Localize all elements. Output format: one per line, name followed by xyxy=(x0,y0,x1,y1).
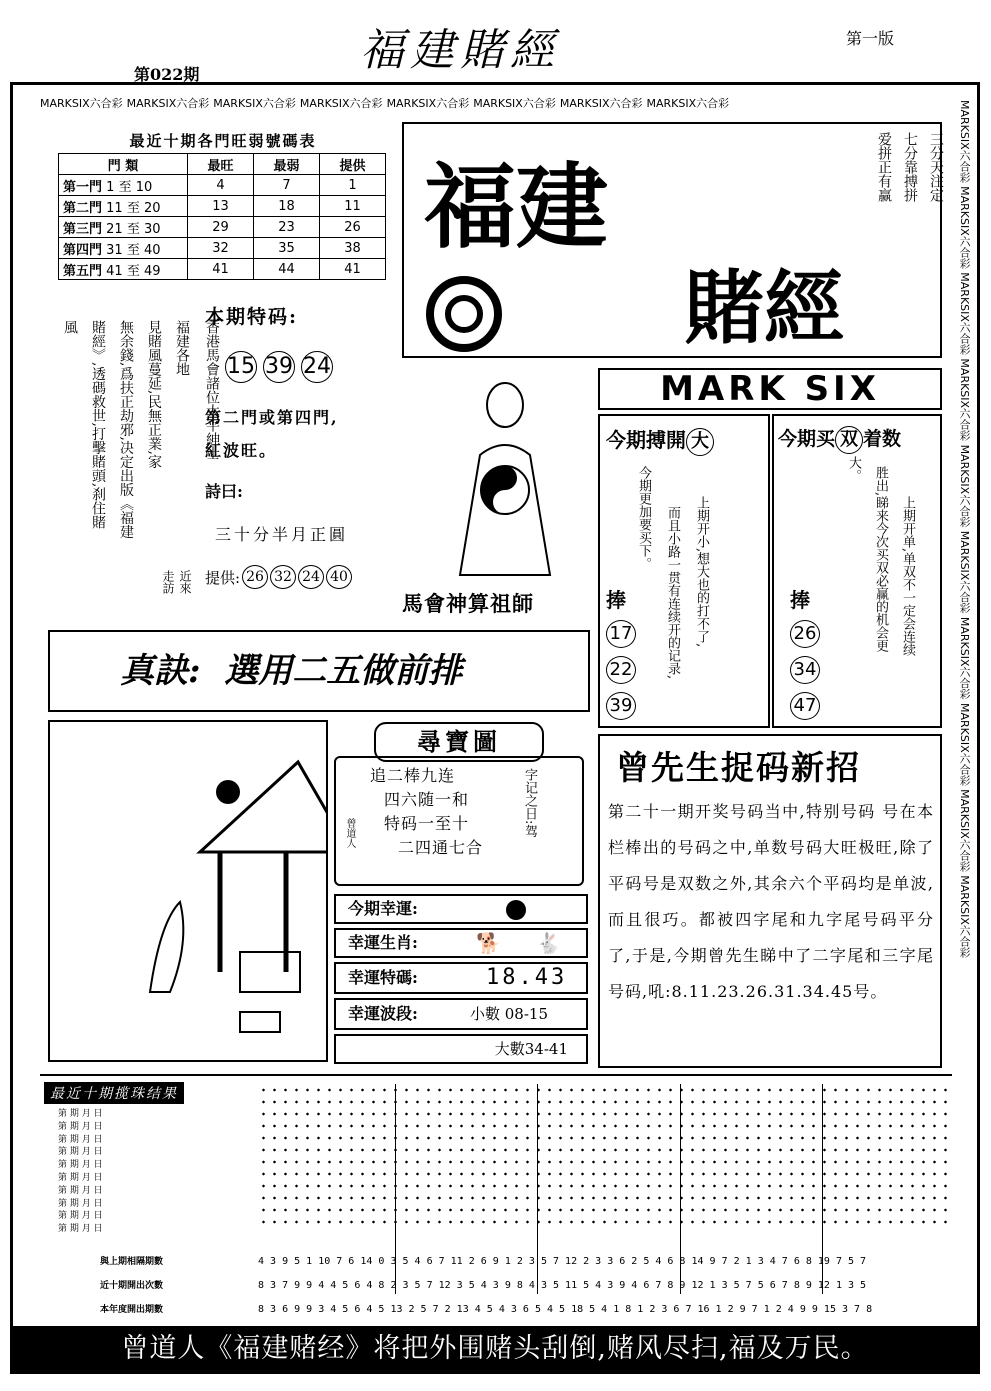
oddeven-pick: 26 xyxy=(790,620,820,648)
table-header: 提供 xyxy=(320,154,386,175)
oddeven-line: 胜出,睇来今次买双必赢的机会更 xyxy=(873,466,888,653)
max-cell: 41 xyxy=(188,259,254,280)
oddeven-pick: 34 xyxy=(790,656,820,684)
special-number: 24 xyxy=(301,351,333,383)
min-cell: 23 xyxy=(254,217,320,238)
intro-col: 福建各地 xyxy=(174,320,190,376)
range-to-word: 至 xyxy=(126,263,140,279)
max-cell: 13 xyxy=(188,196,254,217)
strip-label: MARKSIX六合彩 xyxy=(213,97,296,110)
banner-motto xyxy=(874,132,946,202)
strip-label: MARKSIX六合彩 xyxy=(40,97,123,110)
treasure-line: 特码一至十 xyxy=(384,814,470,833)
give-cell: 38 xyxy=(320,238,386,259)
range-to-word: 至 xyxy=(126,200,140,216)
row-label: 第 期 月 日 xyxy=(58,1109,103,1119)
row-label: 第 期 月 日 xyxy=(58,1172,103,1183)
slogan: 真訣: 選用二五做前排 xyxy=(48,630,590,712)
strip-label: MARKSIX六合彩 xyxy=(958,789,971,872)
bigsmall-line: 上期开小,想大也的打不了, xyxy=(694,496,709,648)
issue-number: 第022期 xyxy=(134,65,200,84)
luck-wave-row xyxy=(334,998,588,1030)
luck-color-row xyxy=(334,894,588,924)
poem-text: 三十分半月正圓 xyxy=(215,525,349,544)
intro-col: 風 xyxy=(62,320,78,334)
number-table-block xyxy=(58,130,388,280)
table-header: 最旺 xyxy=(188,154,254,175)
luck-wave-label: 幸運波段: xyxy=(348,1004,418,1023)
rabbit-icon: 🐇 xyxy=(536,931,561,955)
bigsmall-title xyxy=(606,424,714,456)
edition-label: 第一版 xyxy=(846,29,895,48)
motto-line: 七分靠搏拼 xyxy=(902,132,918,202)
row-label: 第 期 月 日 xyxy=(58,1121,103,1132)
master-illustration xyxy=(420,365,590,585)
luck-special-row xyxy=(334,962,588,994)
min-cell: 7 xyxy=(254,175,320,196)
banner xyxy=(402,122,942,358)
strip-label: MARKSIX六合彩 xyxy=(958,186,971,269)
strip-label: MARKSIX六合彩 xyxy=(958,444,971,528)
results-section xyxy=(40,1074,952,1326)
stat-row: 8 3 6 9 9 3 4 5 6 4 5 13 2 5 7 2 13 4 5 4 3 6 5 4 5 18 5 4 1 8 1 2 3 6 7 16 1 2 9 7 1 2 4 9 9 15 3 7 8 xyxy=(258,1304,873,1315)
oddeven-box xyxy=(772,414,942,728)
oddeven-pick-circle: 双 xyxy=(835,426,863,454)
stat-label: 近十期開出次數 xyxy=(100,1281,164,1291)
bigsmall-box xyxy=(598,414,770,728)
gate-name: 第二門 xyxy=(63,200,103,216)
luck-color-label: 今期幸運: xyxy=(348,899,418,918)
luck-zodiac-label: 幸運生肖: xyxy=(348,933,418,952)
oddeven-pick: 47 xyxy=(790,692,820,720)
range-to: 40 xyxy=(144,242,161,258)
give-cell: 41 xyxy=(320,259,386,280)
stat-label: 與上期相隔期數 xyxy=(100,1257,164,1267)
max-cell: 32 xyxy=(188,238,254,259)
luck-special-value: 18.43 xyxy=(486,965,568,990)
special-number: 39 xyxy=(263,351,295,383)
strip-label: MARKSIX六合彩 xyxy=(646,97,730,110)
oddeven-text xyxy=(844,456,917,716)
bigsmall-text xyxy=(634,466,711,686)
gate-name: 第三門 xyxy=(63,221,103,237)
strip-label: MARKSIX六合彩 xyxy=(126,97,210,110)
poem-label: 詩曰: xyxy=(205,482,243,501)
intro-col: 見賭風蔓延,民無正業,家 xyxy=(146,320,162,469)
provide-row xyxy=(205,565,405,589)
snail-illustration xyxy=(414,274,564,354)
strip-label: MARKSIX六合彩 xyxy=(559,97,643,110)
special-line-2: 紅波旺。 xyxy=(205,441,278,460)
range-from: 21 xyxy=(106,221,123,237)
treasure-lines xyxy=(370,764,483,860)
bigsmall-picks xyxy=(606,620,636,720)
results-row-labels xyxy=(58,1108,103,1236)
number-table xyxy=(58,153,386,280)
oddeven-title-text-2: 着数 xyxy=(863,428,902,450)
footer-banner: 曾道人《福建赌经》将把外围赌头刮倒,赌风尽扫,福及万民。 xyxy=(10,1326,980,1374)
range-from: 31 xyxy=(106,242,123,258)
oddeven-line: 大。 xyxy=(846,456,861,482)
treasure-line: 二四通七合 xyxy=(398,838,484,857)
special-number: 15 xyxy=(225,351,257,383)
max-cell: 4 xyxy=(188,175,254,196)
bigsmall-line: 今期更加要买下。 xyxy=(636,466,651,570)
row-label: 第 期 月 日 xyxy=(58,1160,103,1171)
treasure-title: 尋寶圖 xyxy=(374,722,544,762)
oddeven-title xyxy=(778,424,901,454)
bigsmall-pick-label: 捧 xyxy=(606,588,626,612)
range-from: 1 xyxy=(106,179,115,195)
bigsmall-pick: 39 xyxy=(606,692,636,720)
intro-col: 近來走訪 xyxy=(161,570,192,594)
motto-line: 爱拼正有赢 xyxy=(876,132,892,202)
strip-label: MARKSIX六合彩 xyxy=(958,530,971,614)
row-label: 第 期 月 日 xyxy=(58,1185,103,1196)
table-header-row xyxy=(59,154,386,175)
provide-number: 26 xyxy=(242,565,268,589)
table-title: 最近十期各門旺弱號碼表 xyxy=(129,132,317,150)
range-to-word: 至 xyxy=(118,179,132,195)
gate-name: 第五門 xyxy=(63,263,103,279)
pavilion-box xyxy=(48,720,328,1062)
oddeven-line: 上期开单,单双不一定会连续 xyxy=(900,496,915,657)
row-label: 第 期 月 日 xyxy=(58,1224,103,1235)
provide-number: 40 xyxy=(326,565,352,589)
banner-title-2: 賭經 xyxy=(684,261,844,355)
oddeven-title-text: 今期买 xyxy=(778,428,836,450)
table-row xyxy=(59,217,386,238)
strip-label: MARKSIX六合彩 xyxy=(958,358,971,442)
strip-label: MARKSIX六合彩 xyxy=(386,97,470,110)
top-strip xyxy=(40,90,950,116)
bigsmall-title-text: 今期搏開 xyxy=(606,428,686,452)
range-from: 41 xyxy=(106,263,123,279)
range-to: 49 xyxy=(144,263,161,279)
max-cell: 29 xyxy=(188,217,254,238)
row-label: 第 期 月 日 xyxy=(58,1198,103,1209)
min-cell: 44 xyxy=(254,259,320,280)
provide-number: 32 xyxy=(270,565,296,589)
luck-zodiac-row xyxy=(334,928,588,958)
strip-label: MARKSIX六合彩 xyxy=(958,875,971,958)
newspaper-title: 福建賭經 xyxy=(360,25,560,76)
bigsmall-pick-circle: 大 xyxy=(686,428,714,456)
table-row xyxy=(59,259,386,280)
motto-line: 三分天注定 xyxy=(928,132,944,202)
give-cell: 1 xyxy=(320,175,386,196)
oddeven-pick-label: 捧 xyxy=(790,588,810,612)
provide-label: 提供: xyxy=(205,568,241,587)
gate-name: 第一門 xyxy=(63,179,103,195)
banner-title-1: 福建 xyxy=(424,153,609,261)
table-row xyxy=(59,238,386,259)
marksix-logo: MARK SIX xyxy=(598,368,942,410)
mr-zeng-body: 第二十一期开奖号码当中,特别号码 号在本栏棒出的号码之中,单数号码大旺极旺,除了平码号是双数之外,其余六个平码均是单波,而且很巧。都被四字尾和九字尾号码平分了,于是,今期曾先生睇中了二字尾和三字尾号码,吼:8.11.23.26.31.34.45号。 xyxy=(608,802,934,1001)
strip-label: MARKSIX六合彩 xyxy=(299,97,383,110)
special-numbers xyxy=(225,351,405,383)
range-to-word: 至 xyxy=(126,242,140,258)
treasure-author: 曾道人 xyxy=(344,818,355,848)
min-cell: 18 xyxy=(254,196,320,217)
special-title: 本期特码: xyxy=(205,306,299,328)
table-header: 最弱 xyxy=(254,154,320,175)
intro-columns xyxy=(60,320,222,600)
treasure-map xyxy=(334,722,588,890)
gate-name: 第四門 xyxy=(63,242,103,258)
special-line-1: 第二門或第四門, xyxy=(205,408,339,427)
range-to: 30 xyxy=(144,221,161,237)
row-label: 第 期 月 日 xyxy=(58,1211,103,1222)
provide-number: 24 xyxy=(298,565,324,589)
table-row xyxy=(59,175,386,196)
intro-col: 香港馬會諸位太平紳士 xyxy=(204,320,220,460)
treasure-line: 四六随一和 xyxy=(384,790,470,809)
stat-row: 4 3 9 5 1 10 7 6 14 0 3 5 4 6 7 11 2 6 9 1 2 3 5 7 12 2 3 3 6 2 5 4 6 8 14 9 7 2 1 3 4 7 6 8 19 7 5 7 xyxy=(258,1256,867,1267)
bigsmall-pick: 22 xyxy=(606,656,636,684)
range-to: 10 xyxy=(135,179,153,195)
bigsmall-pick: 17 xyxy=(606,620,636,648)
strip-label: MARKSIX六合彩 xyxy=(958,702,971,786)
intro-col: 賭經》,透碼救世,打擊賭頭,刹住賭 xyxy=(90,320,106,530)
stat-labels xyxy=(100,1250,163,1322)
results-dot-grid xyxy=(258,1084,948,1226)
row-label: 第 期 月 日 xyxy=(58,1147,103,1158)
table-header: 門 類 xyxy=(59,154,188,175)
table-row xyxy=(59,196,386,217)
treasure-scroll xyxy=(334,756,584,886)
stat-row: 8 3 7 9 9 4 4 5 6 4 8 2 3 5 7 12 3 5 4 3 9 8 4 3 5 11 5 4 3 9 4 6 7 8 9 12 1 3 5 7 5 6 7 8 9 12 1 3 5 xyxy=(258,1280,867,1291)
stat-label: 本年度開出期數 xyxy=(100,1305,164,1315)
master-caption: 馬會神算祖師 xyxy=(402,591,534,616)
pavilion-illustration xyxy=(50,722,326,1060)
oddeven-picks xyxy=(790,620,820,720)
give-cell: 26 xyxy=(320,217,386,238)
mr-zeng-box xyxy=(598,734,942,1068)
right-strip xyxy=(956,100,972,1100)
black-ball-icon xyxy=(506,900,526,920)
mr-zeng-title: 曾先生捉码新招 xyxy=(616,748,861,787)
range-from: 11 xyxy=(106,200,123,216)
stat-values xyxy=(258,1250,948,1322)
treasure-side: 字记之日:驾 xyxy=(522,768,537,838)
luck-special-label: 幸運特碼: xyxy=(348,968,418,987)
give-cell: 11 xyxy=(320,196,386,217)
min-cell: 35 xyxy=(254,238,320,259)
treasure-line: 追二棒九连 xyxy=(370,766,456,785)
results-title: 最近十期揽珠结果 xyxy=(44,1082,184,1104)
luck-wave-big: 大數34-41 xyxy=(334,1034,588,1064)
bigsmall-line: 而且小路一贯有连续开的记录, xyxy=(665,506,680,680)
strip-label: MARKSIX六合彩 xyxy=(473,97,556,110)
range-to: 20 xyxy=(144,200,161,216)
strip-label: MARKSIX六合彩 xyxy=(958,616,971,700)
dog-icon: 🐕 xyxy=(476,931,501,955)
strip-label: MARKSIX六合彩 xyxy=(958,100,971,183)
special-block xyxy=(205,302,405,589)
luck-wave-small: 小數 08-15 xyxy=(470,1005,549,1023)
strip-label: MARKSIX六合彩 xyxy=(958,272,971,355)
range-to-word: 至 xyxy=(126,221,140,237)
row-label: 第 期 月 日 xyxy=(58,1134,103,1145)
intro-col: 無余錢,爲扶正劫邪,决定出版《福建 xyxy=(118,320,134,539)
